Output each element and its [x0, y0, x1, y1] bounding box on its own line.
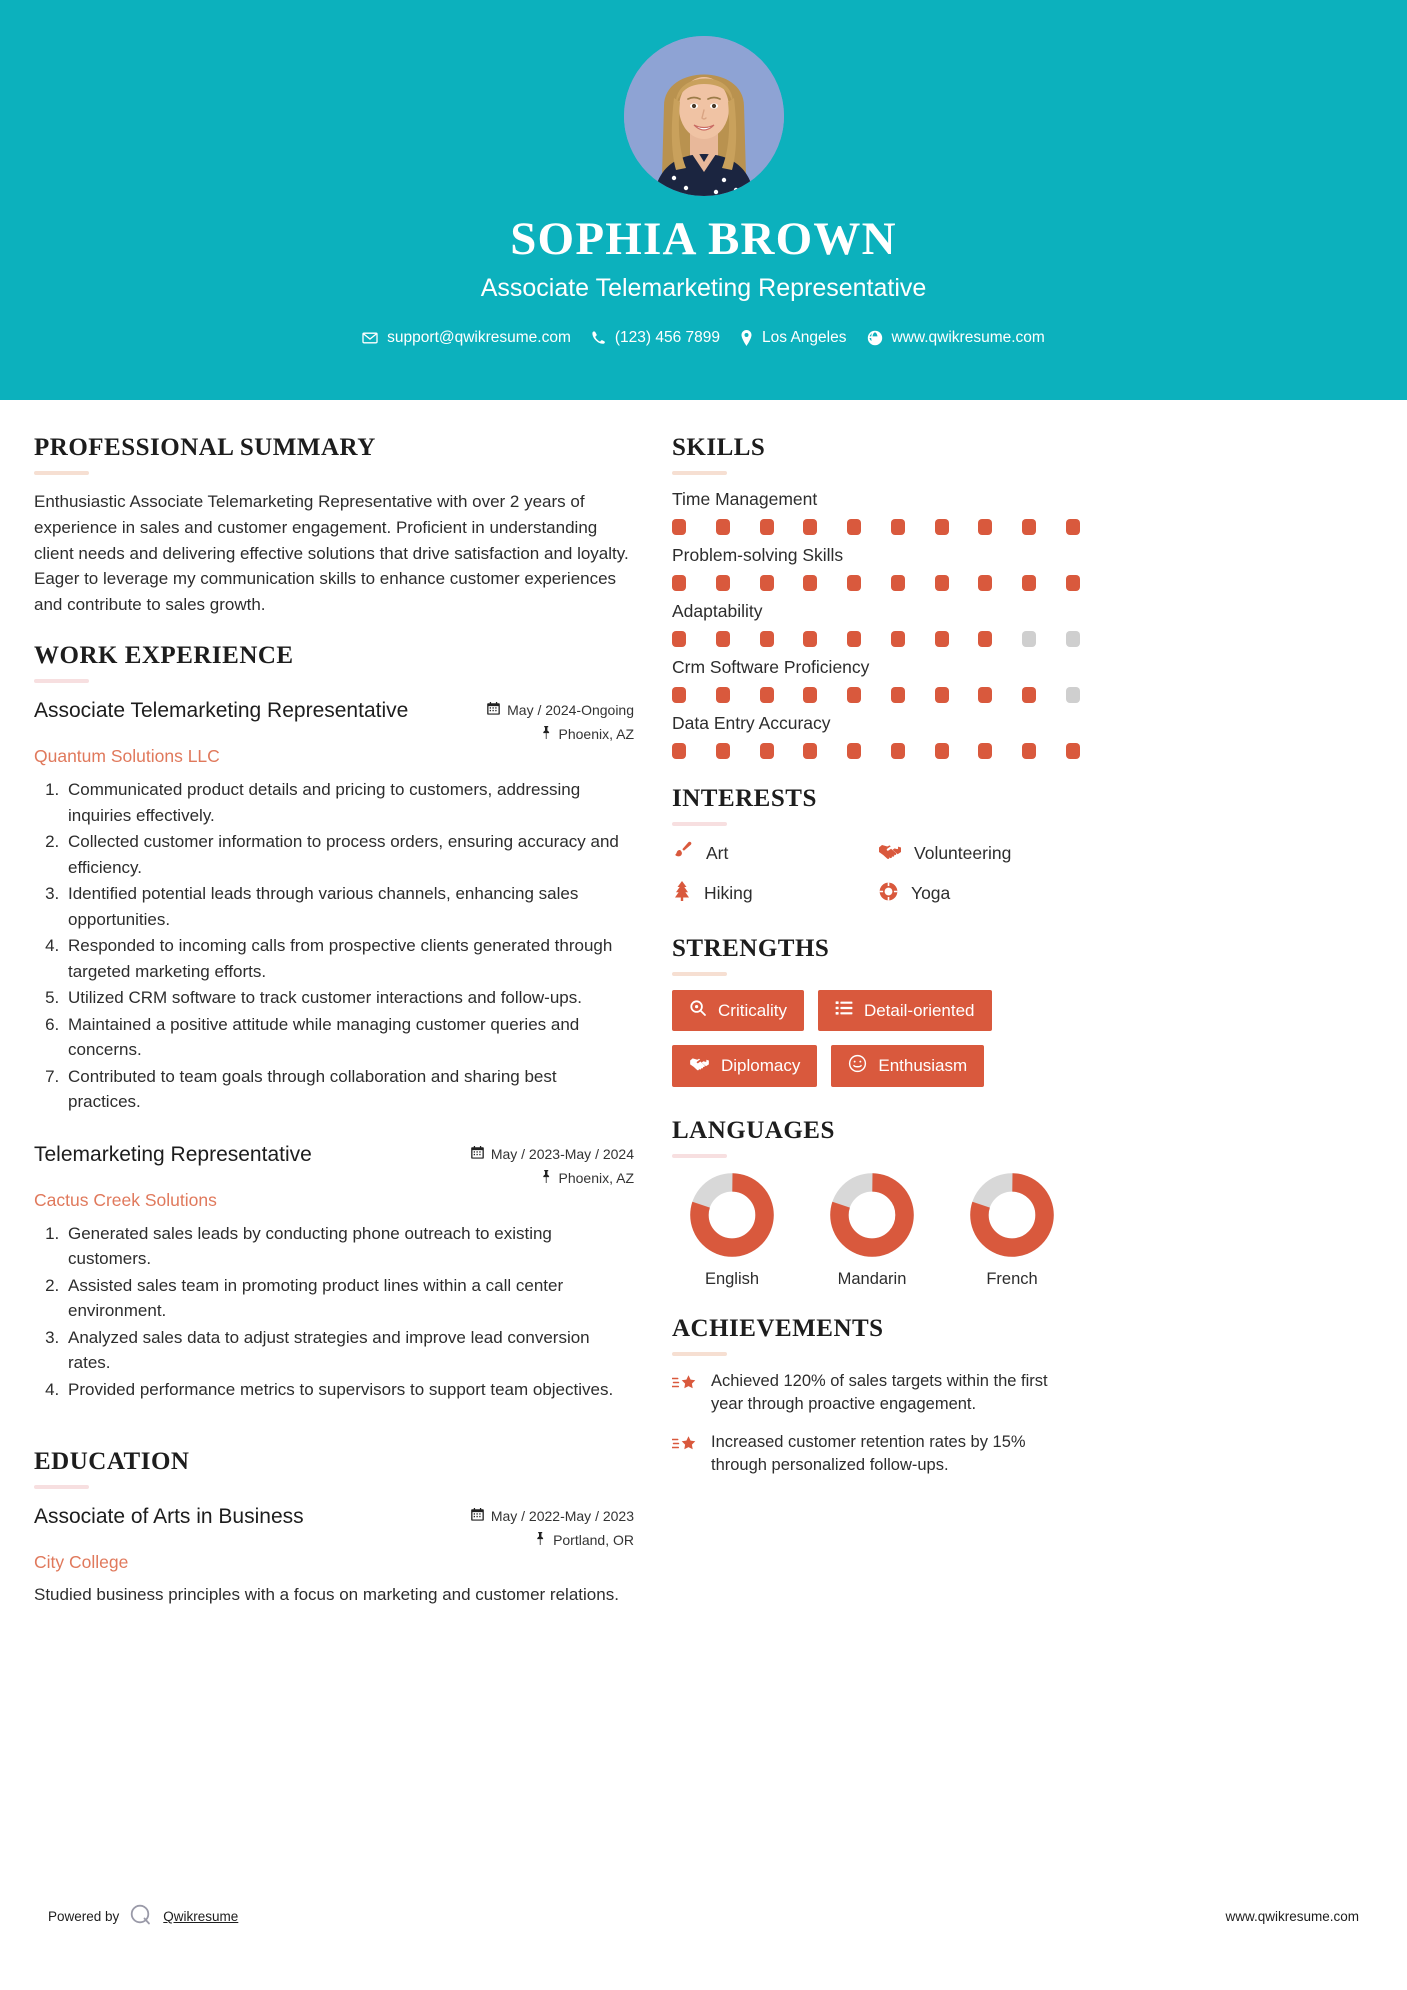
section-work-experience	[34, 642, 634, 1402]
language-label: French	[986, 1270, 1038, 1288]
skill-dot-filled	[716, 687, 730, 703]
skill-dot-filled	[978, 687, 992, 703]
skill-dot-filled	[978, 519, 992, 535]
section-heading: EDUCATION	[34, 1448, 190, 1476]
skill-dot-filled	[803, 687, 817, 703]
language-label: English	[704, 1270, 760, 1288]
pushpin-icon	[541, 1170, 552, 1186]
section-rule	[672, 822, 727, 826]
section-education	[34, 1448, 634, 1608]
education-school: City College	[34, 1552, 129, 1573]
achievement-item	[672, 1370, 1084, 1417]
interest-label: Yoga	[911, 883, 951, 903]
skill-dot-empty	[1022, 631, 1036, 647]
shooting-star-icon	[672, 1373, 698, 1400]
education-entry	[34, 1503, 634, 1608]
pine-tree-icon	[672, 880, 692, 907]
language-item	[812, 1172, 932, 1289]
skill-dot-filled	[760, 519, 774, 535]
achievement-text: Achieved 120% of sales targets within the first year through proactive engagement.	[711, 1372, 1048, 1414]
pushpin-icon	[541, 726, 552, 742]
qwikresume-logo-icon	[129, 1903, 153, 1930]
skill-dot-filled	[847, 743, 861, 759]
list-item: 6. Maintained a positive attitude while managing customer queries and concerns.	[64, 1012, 634, 1063]
strength-label: Criticality	[718, 1000, 787, 1020]
section-strengths	[672, 935, 1084, 1087]
list-item: 2. Assisted sales team in promoting product lines within a call center environment.	[64, 1273, 634, 1324]
section-rule	[672, 1352, 727, 1356]
list-item: 1. Generated sales leads by conducting phone outreach to existing customers.	[64, 1221, 634, 1272]
work-entry	[34, 1141, 634, 1403]
list-item: 4. Responded to incoming calls from prospective clients generated through targeted marketing efforts.	[64, 933, 634, 984]
page-title: SOPHIA BROWN	[510, 213, 897, 265]
interest-item	[878, 880, 1084, 907]
contact-location	[740, 329, 846, 347]
skill-dot-filled	[847, 687, 861, 703]
skill-label: Time Management	[672, 489, 818, 509]
skill-dot-filled	[760, 575, 774, 591]
brand-link[interactable]: Qwikresume	[163, 1909, 239, 1924]
section-heading: INTERESTS	[672, 785, 817, 812]
strength-chip-diplomacy	[672, 1045, 817, 1087]
language-item	[672, 1172, 792, 1289]
languages-list	[672, 1172, 1072, 1289]
list-item: 3. Identified potential leads through various channels, enhancing sales opportunities.	[64, 881, 634, 932]
interest-item	[878, 840, 1084, 867]
education-meta	[471, 1503, 634, 1548]
strength-label: Diplomacy	[721, 1056, 801, 1075]
skill-dot-filled	[1066, 575, 1080, 591]
interest-label: Volunteering	[914, 843, 1012, 863]
list-icon	[835, 999, 853, 1022]
skill-dot-filled	[891, 575, 905, 591]
language-donut	[969, 1172, 1055, 1258]
section-heading: STRENGTHS	[672, 935, 830, 962]
achievement-text: Increased customer retention rates by 15% through personalized follow-ups.	[711, 1432, 1026, 1475]
section-heading: LANGUAGES	[672, 1117, 835, 1144]
education-description: Studied business principles with a focus on marketing and customer relations.	[34, 1585, 619, 1605]
skill-dot-filled	[891, 519, 905, 535]
calendar-icon	[471, 1146, 484, 1162]
skill-dot-filled	[935, 575, 949, 591]
section-rule	[672, 972, 727, 976]
skill-dot-filled	[847, 631, 861, 647]
summary-text: Enthusiastic Associate Telemarketing Representative with over 2 years of experience in sales and customer engagement. Proficient in understanding client needs and delivering effective solutions that drive satisfaction and loyalty. Eager to leverage my communication skills to enhance customer experiences and contribute to sales growth.	[34, 492, 629, 615]
skill-dot-filled	[803, 743, 817, 759]
section-professional-summary	[34, 434, 634, 618]
skill-dot-filled	[891, 743, 905, 759]
smiley-icon	[848, 1054, 867, 1078]
job-location: Phoenix, AZ	[558, 1169, 634, 1186]
list-item: 5. Utilized CRM software to track customer interactions and follow-ups.	[64, 985, 634, 1011]
skill-rating	[672, 519, 1080, 535]
skill-dot-filled	[891, 687, 905, 703]
language-item	[952, 1172, 1072, 1289]
job-location: Phoenix, AZ	[558, 726, 634, 743]
contact-email[interactable]	[362, 329, 571, 347]
lifebuoy-icon	[878, 881, 899, 907]
interest-label: Art	[706, 843, 729, 863]
section-rule	[672, 1154, 727, 1158]
skill-dot-filled	[716, 519, 730, 535]
section-languages	[672, 1117, 1084, 1289]
skill-row	[672, 545, 1084, 591]
skill-dot-filled	[716, 575, 730, 591]
section-rule	[672, 471, 727, 475]
skill-dot-filled	[672, 575, 686, 591]
skill-dot-filled	[672, 519, 686, 535]
skill-rating	[672, 575, 1080, 591]
skill-dot-filled	[803, 519, 817, 535]
footer-website[interactable]: www.qwikresume.com	[1225, 1909, 1359, 1924]
skill-rating	[672, 743, 1080, 759]
skill-row	[672, 489, 1084, 535]
skill-dot-empty	[1066, 631, 1080, 647]
job-company: Cactus Creek Solutions	[34, 1189, 217, 1210]
skill-row	[672, 713, 1084, 759]
job-meta	[487, 697, 634, 742]
skill-label: Problem-solving Skills	[672, 545, 844, 565]
contact-email-text: support@qwikresume.com	[387, 328, 571, 346]
contact-location-text: Los Angeles	[762, 328, 847, 346]
calendar-icon	[471, 1508, 484, 1524]
interest-item	[672, 880, 878, 907]
interest-item	[672, 840, 878, 867]
work-entry	[34, 697, 634, 1115]
skill-dot-filled	[672, 687, 686, 703]
mail-icon	[362, 330, 378, 346]
job-role: Associate Telemarketing Representative	[34, 699, 409, 723]
resume-header	[0, 0, 1407, 400]
achievement-item	[672, 1431, 1084, 1478]
shooting-star-icon	[672, 1434, 698, 1461]
education-location: Portland, OR	[553, 1532, 634, 1549]
search-icon	[689, 999, 707, 1022]
job-meta	[471, 1141, 634, 1186]
skill-dot-filled	[847, 575, 861, 591]
avatar	[624, 36, 784, 196]
strength-label: Enthusiasm	[878, 1056, 968, 1075]
job-role: Telemarketing Representative	[34, 1142, 312, 1166]
job-dates: May / 2024-Ongoing	[507, 702, 634, 719]
contact-row	[362, 329, 1045, 347]
skill-label: Crm Software Proficiency	[672, 657, 870, 677]
skill-dot-filled	[1022, 575, 1036, 591]
strength-chip-enthusiasm	[831, 1045, 984, 1087]
contact-phone-text: (123) 456 7899	[614, 328, 721, 346]
list-item: 2. Collected customer information to process orders, ensuring accuracy and efficiency.	[64, 829, 634, 880]
globe-icon	[867, 330, 883, 346]
section-heading: WORK EXPERIENCE	[34, 642, 294, 670]
resume-body	[0, 400, 1407, 1614]
contact-website-text: www.qwikresume.com	[891, 328, 1045, 346]
skill-label: Data Entry Accuracy	[672, 713, 831, 733]
list-item: 7. Contributed to team goals through collaboration and sharing best practices.	[64, 1064, 634, 1115]
language-donut	[689, 1172, 775, 1258]
skill-dot-filled	[978, 575, 992, 591]
calendar-icon	[487, 702, 500, 718]
interests-grid	[672, 840, 1084, 907]
section-heading: PROFESSIONAL SUMMARY	[34, 434, 376, 461]
list-item: 1. Communicated product details and pricing to customers, addressing inquiries effectively.	[64, 777, 634, 828]
skill-dot-filled	[672, 631, 686, 647]
skill-dot-filled	[978, 631, 992, 647]
skill-dot-filled	[760, 687, 774, 703]
interest-label: Hiking	[704, 883, 753, 903]
job-bullets	[34, 1221, 634, 1403]
skill-dot-filled	[891, 631, 905, 647]
pushpin-icon	[535, 1532, 546, 1548]
strengths-list	[672, 990, 1084, 1087]
headline-job-title: Associate Telemarketing Representative	[480, 273, 927, 302]
handshake-icon	[878, 841, 902, 866]
skill-rating	[672, 631, 1080, 647]
right-column	[664, 428, 1084, 1614]
section-rule	[34, 1485, 89, 1489]
section-heading: SKILLS	[672, 434, 766, 461]
skill-dot-filled	[760, 631, 774, 647]
phone-icon	[591, 330, 606, 345]
skill-dot-filled	[803, 575, 817, 591]
skill-dot-filled	[935, 743, 949, 759]
section-achievements	[672, 1315, 1084, 1478]
skill-dot-filled	[716, 743, 730, 759]
skill-dot-filled	[1066, 519, 1080, 535]
list-item: 3. Analyzed sales data to adjust strategies and improve lead conversion rates.	[64, 1325, 634, 1376]
section-rule	[34, 679, 89, 683]
section-heading: ACHIEVEMENTS	[672, 1315, 884, 1342]
job-bullets	[34, 777, 634, 1115]
skill-dot-filled	[978, 743, 992, 759]
skill-dot-filled	[803, 631, 817, 647]
section-rule	[34, 471, 89, 475]
skill-label: Adaptability	[672, 601, 763, 621]
skill-dot-filled	[935, 631, 949, 647]
strength-chip-criticality	[672, 990, 804, 1031]
skill-rating	[672, 687, 1080, 703]
skill-dot-filled	[760, 743, 774, 759]
handshake-icon	[689, 1055, 710, 1077]
skill-dot-filled	[847, 519, 861, 535]
page-footer	[0, 1903, 1407, 1930]
skill-dot-filled	[1022, 519, 1036, 535]
section-skills	[672, 434, 1084, 759]
education-degree: Associate of Arts in Business	[34, 1505, 304, 1529]
strength-label: Detail-oriented	[863, 1000, 975, 1020]
skill-dot-filled	[935, 519, 949, 535]
skill-dot-filled	[935, 687, 949, 703]
contact-website[interactable]	[867, 329, 1045, 347]
section-interests	[672, 785, 1084, 907]
skill-dot-empty	[1066, 687, 1080, 703]
language-donut	[829, 1172, 915, 1258]
skill-row	[672, 657, 1084, 703]
footer-branding	[48, 1903, 238, 1930]
list-item: 4. Provided performance metrics to supervisors to support team objectives.	[64, 1377, 634, 1403]
skill-dot-filled	[672, 743, 686, 759]
skill-dot-filled	[1022, 687, 1036, 703]
left-column	[34, 428, 634, 1614]
skill-row	[672, 601, 1084, 647]
powered-by-label: Powered by	[48, 1909, 120, 1924]
paintbrush-icon	[672, 840, 694, 867]
avatar-photo	[624, 36, 784, 196]
strength-chip-detail-oriented	[818, 990, 992, 1031]
skill-dot-filled	[1022, 743, 1036, 759]
education-dates: May / 2022-May / 2023	[490, 1508, 634, 1525]
job-company: Quantum Solutions LLC	[34, 746, 220, 767]
skill-dot-filled	[716, 631, 730, 647]
location-pin-icon	[740, 330, 753, 346]
job-dates: May / 2023-May / 2024	[490, 1145, 634, 1162]
skill-dot-filled	[1066, 743, 1080, 759]
contact-phone[interactable]	[591, 329, 720, 347]
language-label: Mandarin	[837, 1270, 907, 1288]
